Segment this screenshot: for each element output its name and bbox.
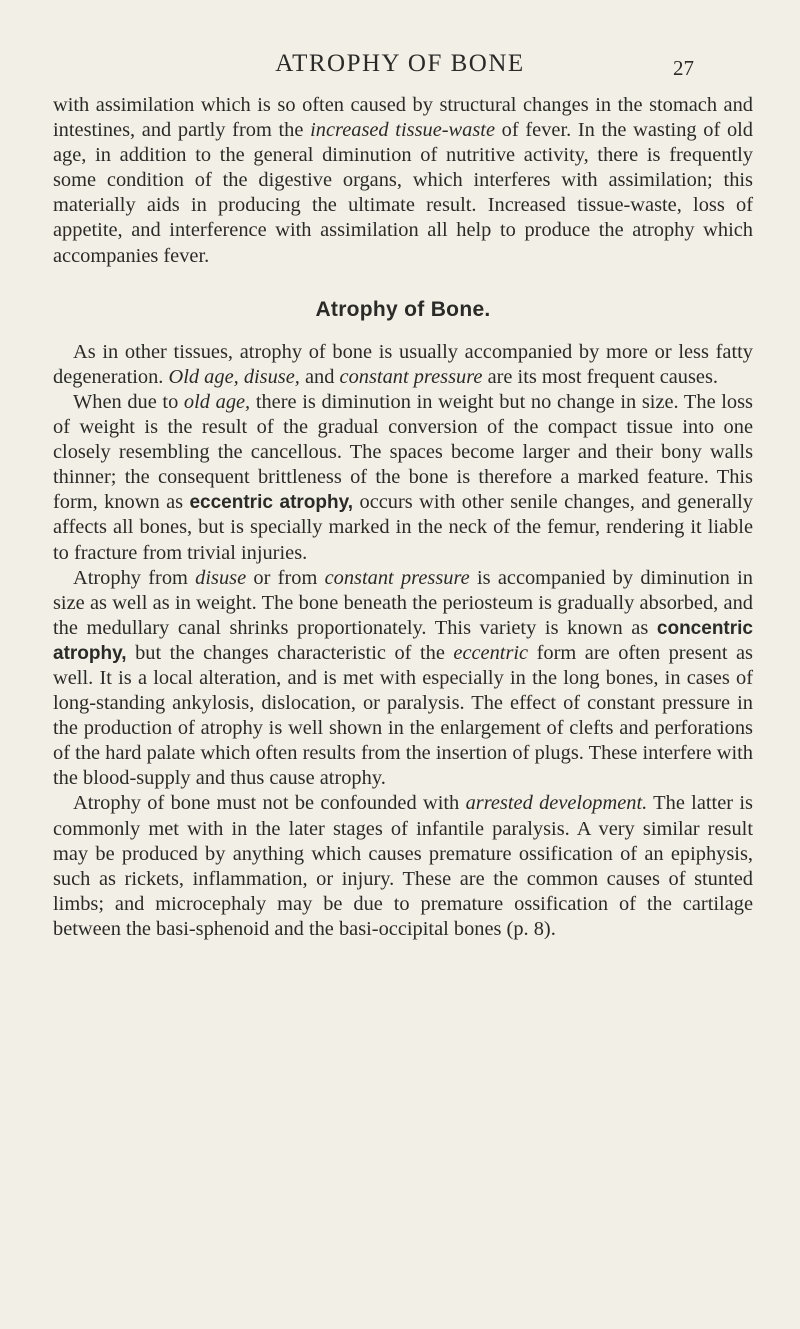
paragraph-4-text-c: or from (246, 566, 325, 589)
paragraph-4-text-i: form are often present as well. It is a local alteration, and is met with especially in the long bones, in cases of long-standing ankylosis, dislocation, or paralysis. The effect of constant pressure in the production of atrophy is well shown in the enlargement of clefts and perforations of the hard palate which often results from the insertion of plugs. These interfere with the blood-supply and thus cause atrophy. (53, 641, 753, 790)
paragraph-3-text-e: occurs with other senile changes, and generally affects all bones, but is specially marked in the neck of the femur, rendering it liable to fracture from trivial injuries. (53, 491, 753, 564)
paragraph-5-italic-b: arrested development. (465, 792, 648, 815)
paragraph-4 (53, 566, 753, 792)
running-head (0, 50, 800, 82)
paragraph-4-italic-b: disuse (195, 566, 247, 589)
paragraph-3-text-c: there is diminution in weight but no change in size. The loss of weight is the result of the gradual conversion of the compact tissue into one closely resembling the cancellous. The spaces become larger and their bony walls thinner; the consequent brittleness of the bone is therefore a marked feature. This form, known as (53, 390, 753, 514)
term-eccentric-atrophy: eccentric atrophy, (189, 492, 354, 514)
paragraph-2 (53, 340, 753, 390)
paragraph-2-text-c: and (299, 365, 340, 388)
paragraph-3 (53, 390, 753, 566)
paragraph-4-text-g: but the changes characteristic of the (126, 641, 454, 664)
running-title: ATROPHY OF BONE (275, 50, 525, 77)
paragraph-1-italic-b: increased tissue-waste (310, 119, 495, 142)
paragraph-2-text-a: As in other tissues, atrophy of bone is usually accompanied by more or less fatty degeneration. (53, 340, 753, 388)
paragraph-5-text-c: The latter is commonly met with in the later stages of infantile paralysis. A very similar result may be produced by anything which causes premature ossification of an epiphysis, such as rickets, inflammation, or injury. These are the common causes of stunted limbs; and microcephaly may be due to premature ossification of the cartilage between the basi-sphenoid and the basi-occipital bones (p. 8). (53, 792, 753, 940)
paragraph-2-italic-d: constant pressure (339, 365, 483, 388)
paragraph-3-text-a: When due to (73, 390, 184, 413)
paragraph-4-italic-d: constant pressure (324, 566, 470, 589)
paragraph-4-italic-h: eccentric (453, 641, 529, 664)
paragraph-5 (53, 791, 753, 942)
paragraph-1-text-a: with assimilation which is so often caused by structural changes in the stomach and intestines, and partly from the (53, 94, 753, 142)
page-number: 27 (673, 56, 694, 80)
section-heading: Atrophy of Bone. (315, 297, 491, 321)
paragraph-5-text-a: Atrophy of bone must not be confounded with (73, 792, 466, 815)
paragraph-2-italic-b: Old age, disuse, (168, 365, 300, 388)
body-text (53, 93, 753, 942)
paragraph-1 (53, 93, 753, 269)
paragraph-3-italic-b: old age, (183, 390, 251, 413)
paragraph-4-text-e: is accompanied by diminution in size as well as in weight. The bone beneath the periosteum is gradually absorbed, and the medullary canal shrinks proportionately. This variety is known as (53, 566, 753, 639)
paragraph-1-text-c: of fever. In the wasting of old age, in addition to the general diminution of nutritive activity, there is frequently some condition of the digestive organs, which interferes with assimilation; this materially aids in producing the ultimate result. Increased tissue-waste, loss of appetite, and interference with assimilation all help to produce the atrophy which accompanies fever. (53, 119, 754, 267)
paragraph-2-text-e: are its most frequent causes. (482, 365, 719, 388)
paragraph-4-text-a: Atrophy from (73, 566, 196, 589)
term-concentric-atrophy: concentric atrophy, (53, 617, 753, 664)
